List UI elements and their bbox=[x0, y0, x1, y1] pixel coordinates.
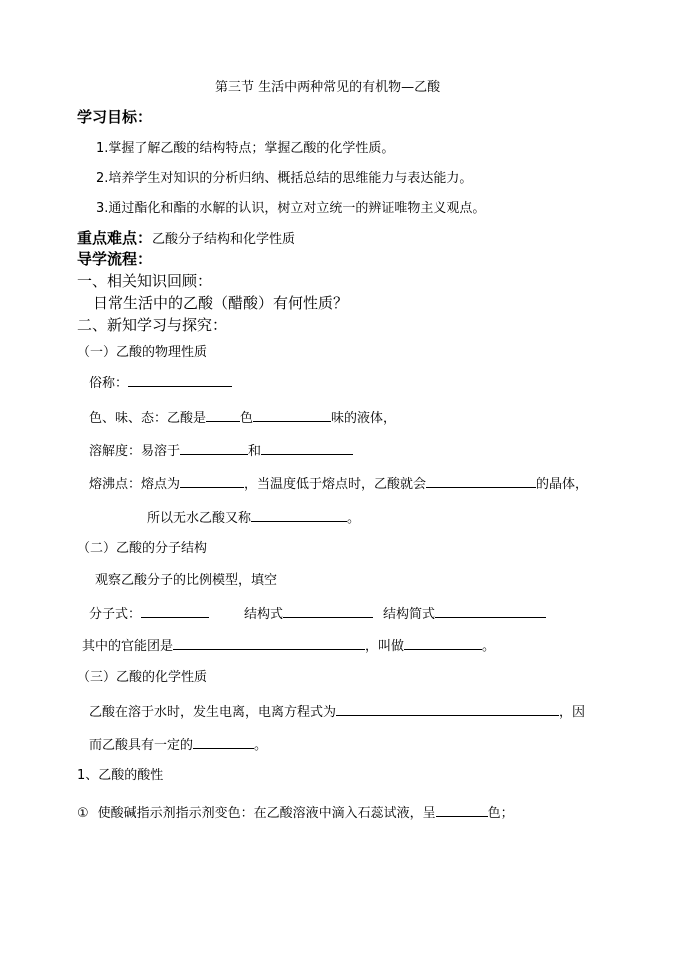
flow-heading: 导学流程： bbox=[77, 250, 153, 268]
color-label-1: 色、味、态：乙酸是 bbox=[89, 411, 207, 426]
alias-blank[interactable] bbox=[128, 374, 232, 387]
review-heading: 一、相关知识回顾： bbox=[77, 272, 213, 290]
indicator-number: ① bbox=[77, 806, 89, 821]
indicator-color-blank[interactable] bbox=[436, 804, 488, 817]
ionization-equation-blank[interactable] bbox=[336, 703, 559, 716]
melting-cont-end: 。 bbox=[347, 511, 361, 526]
melting-label-1: 熔沸点：熔点为 bbox=[89, 477, 181, 492]
melting-point-blank[interactable] bbox=[180, 475, 244, 488]
melting-cont-label: 所以无水乙酸又称 bbox=[147, 511, 252, 526]
melting-label-3: 的晶体， bbox=[536, 477, 589, 492]
color-blank[interactable] bbox=[206, 409, 240, 422]
glacial-acetic-blank[interactable] bbox=[251, 509, 347, 522]
ionization-cont-end: 。 bbox=[254, 738, 268, 753]
ionization-cont-line bbox=[89, 736, 267, 754]
struct-formula-blank[interactable] bbox=[283, 605, 373, 618]
group-line bbox=[82, 637, 495, 655]
group-label-2: ，叫做 bbox=[365, 639, 405, 654]
goal-item: 3.通过酯化和酯的水解的认识，树立对立统一的辨证唯物主义观点。 bbox=[96, 201, 486, 216]
ionization-line bbox=[89, 703, 585, 721]
alias-label: 俗称： bbox=[89, 376, 129, 391]
simple-formula-line bbox=[383, 605, 546, 623]
solubility-label-1: 溶解度：易溶于 bbox=[89, 444, 181, 459]
group-label-1: 其中的官能团是 bbox=[82, 639, 174, 654]
acidity-blank[interactable] bbox=[193, 736, 254, 749]
structure-heading: （二）乙酸的分子结构 bbox=[77, 541, 208, 556]
solubility-line bbox=[89, 442, 353, 460]
chemical-heading: （三）乙酸的化学性质 bbox=[77, 670, 208, 685]
indicator-line bbox=[77, 804, 514, 822]
functional-group-blank[interactable] bbox=[173, 637, 365, 650]
solubility-blank-1[interactable] bbox=[180, 442, 248, 455]
color-label-2: 色 bbox=[240, 411, 254, 426]
key-points-line bbox=[77, 228, 295, 248]
melting-label-2: ，当温度低于熔点时，乙酸就会 bbox=[244, 477, 427, 492]
goal-item: 2.培养学生对知识的分析归纳、概括总结的思维能力与表达能力。 bbox=[96, 171, 473, 186]
struct-formula-label: 结构式 bbox=[244, 607, 284, 622]
ionization-cont-label: 而乙酸具有一定的 bbox=[89, 738, 194, 753]
struct-formula-line bbox=[244, 605, 373, 623]
key-points-heading: 重点难点： bbox=[77, 229, 153, 247]
color-label-3: 味的液体， bbox=[331, 411, 397, 426]
solubility-blank-2[interactable] bbox=[261, 442, 353, 455]
newstudy-heading: 二、新知学习与探究： bbox=[77, 316, 228, 334]
physical-heading: （一）乙酸的物理性质 bbox=[77, 345, 208, 360]
simple-formula-blank[interactable] bbox=[435, 605, 546, 618]
formula-line bbox=[89, 605, 209, 623]
page-title: 第三节 生活中两种常见的有机物—乙酸 bbox=[215, 80, 441, 95]
melting-line bbox=[89, 475, 588, 493]
indicator-label-2: 色； bbox=[487, 806, 514, 821]
smell-blank[interactable] bbox=[253, 409, 331, 422]
indicator-label-1: 使酸碱指示剂指示剂变色：在乙酸溶液中滴入石蕊试液，呈 bbox=[97, 806, 436, 821]
formula-label: 分子式： bbox=[89, 607, 142, 622]
acidity-heading: 1、乙酸的酸性 bbox=[77, 768, 164, 783]
melting-cont-line bbox=[147, 509, 360, 527]
solubility-label-2: 和 bbox=[248, 444, 262, 459]
formula-blank[interactable] bbox=[141, 605, 209, 618]
goals-heading: 学习目标： bbox=[77, 108, 153, 126]
key-points-text: 乙酸分子结构和化学性质 bbox=[152, 232, 296, 247]
goal-item: 1.掌握了解乙酸的结构特点；掌握乙酸的化学性质。 bbox=[96, 141, 395, 156]
group-end: 。 bbox=[482, 639, 496, 654]
review-question: 日常生活中的乙酸（醋酸）有何性质？ bbox=[93, 294, 349, 312]
ionization-label-2: ，因 bbox=[559, 705, 586, 720]
group-name-blank[interactable] bbox=[404, 637, 482, 650]
ionization-label-1: 乙酸在溶于水时，发生电离，电离方程式为 bbox=[89, 705, 337, 720]
alias-line bbox=[89, 374, 232, 392]
simple-formula-label: 结构简式 bbox=[383, 607, 436, 622]
structure-observe: 观察乙酸分子的比例模型，填空 bbox=[95, 573, 278, 588]
crystal-blank[interactable] bbox=[426, 475, 536, 488]
color-line bbox=[89, 409, 396, 427]
